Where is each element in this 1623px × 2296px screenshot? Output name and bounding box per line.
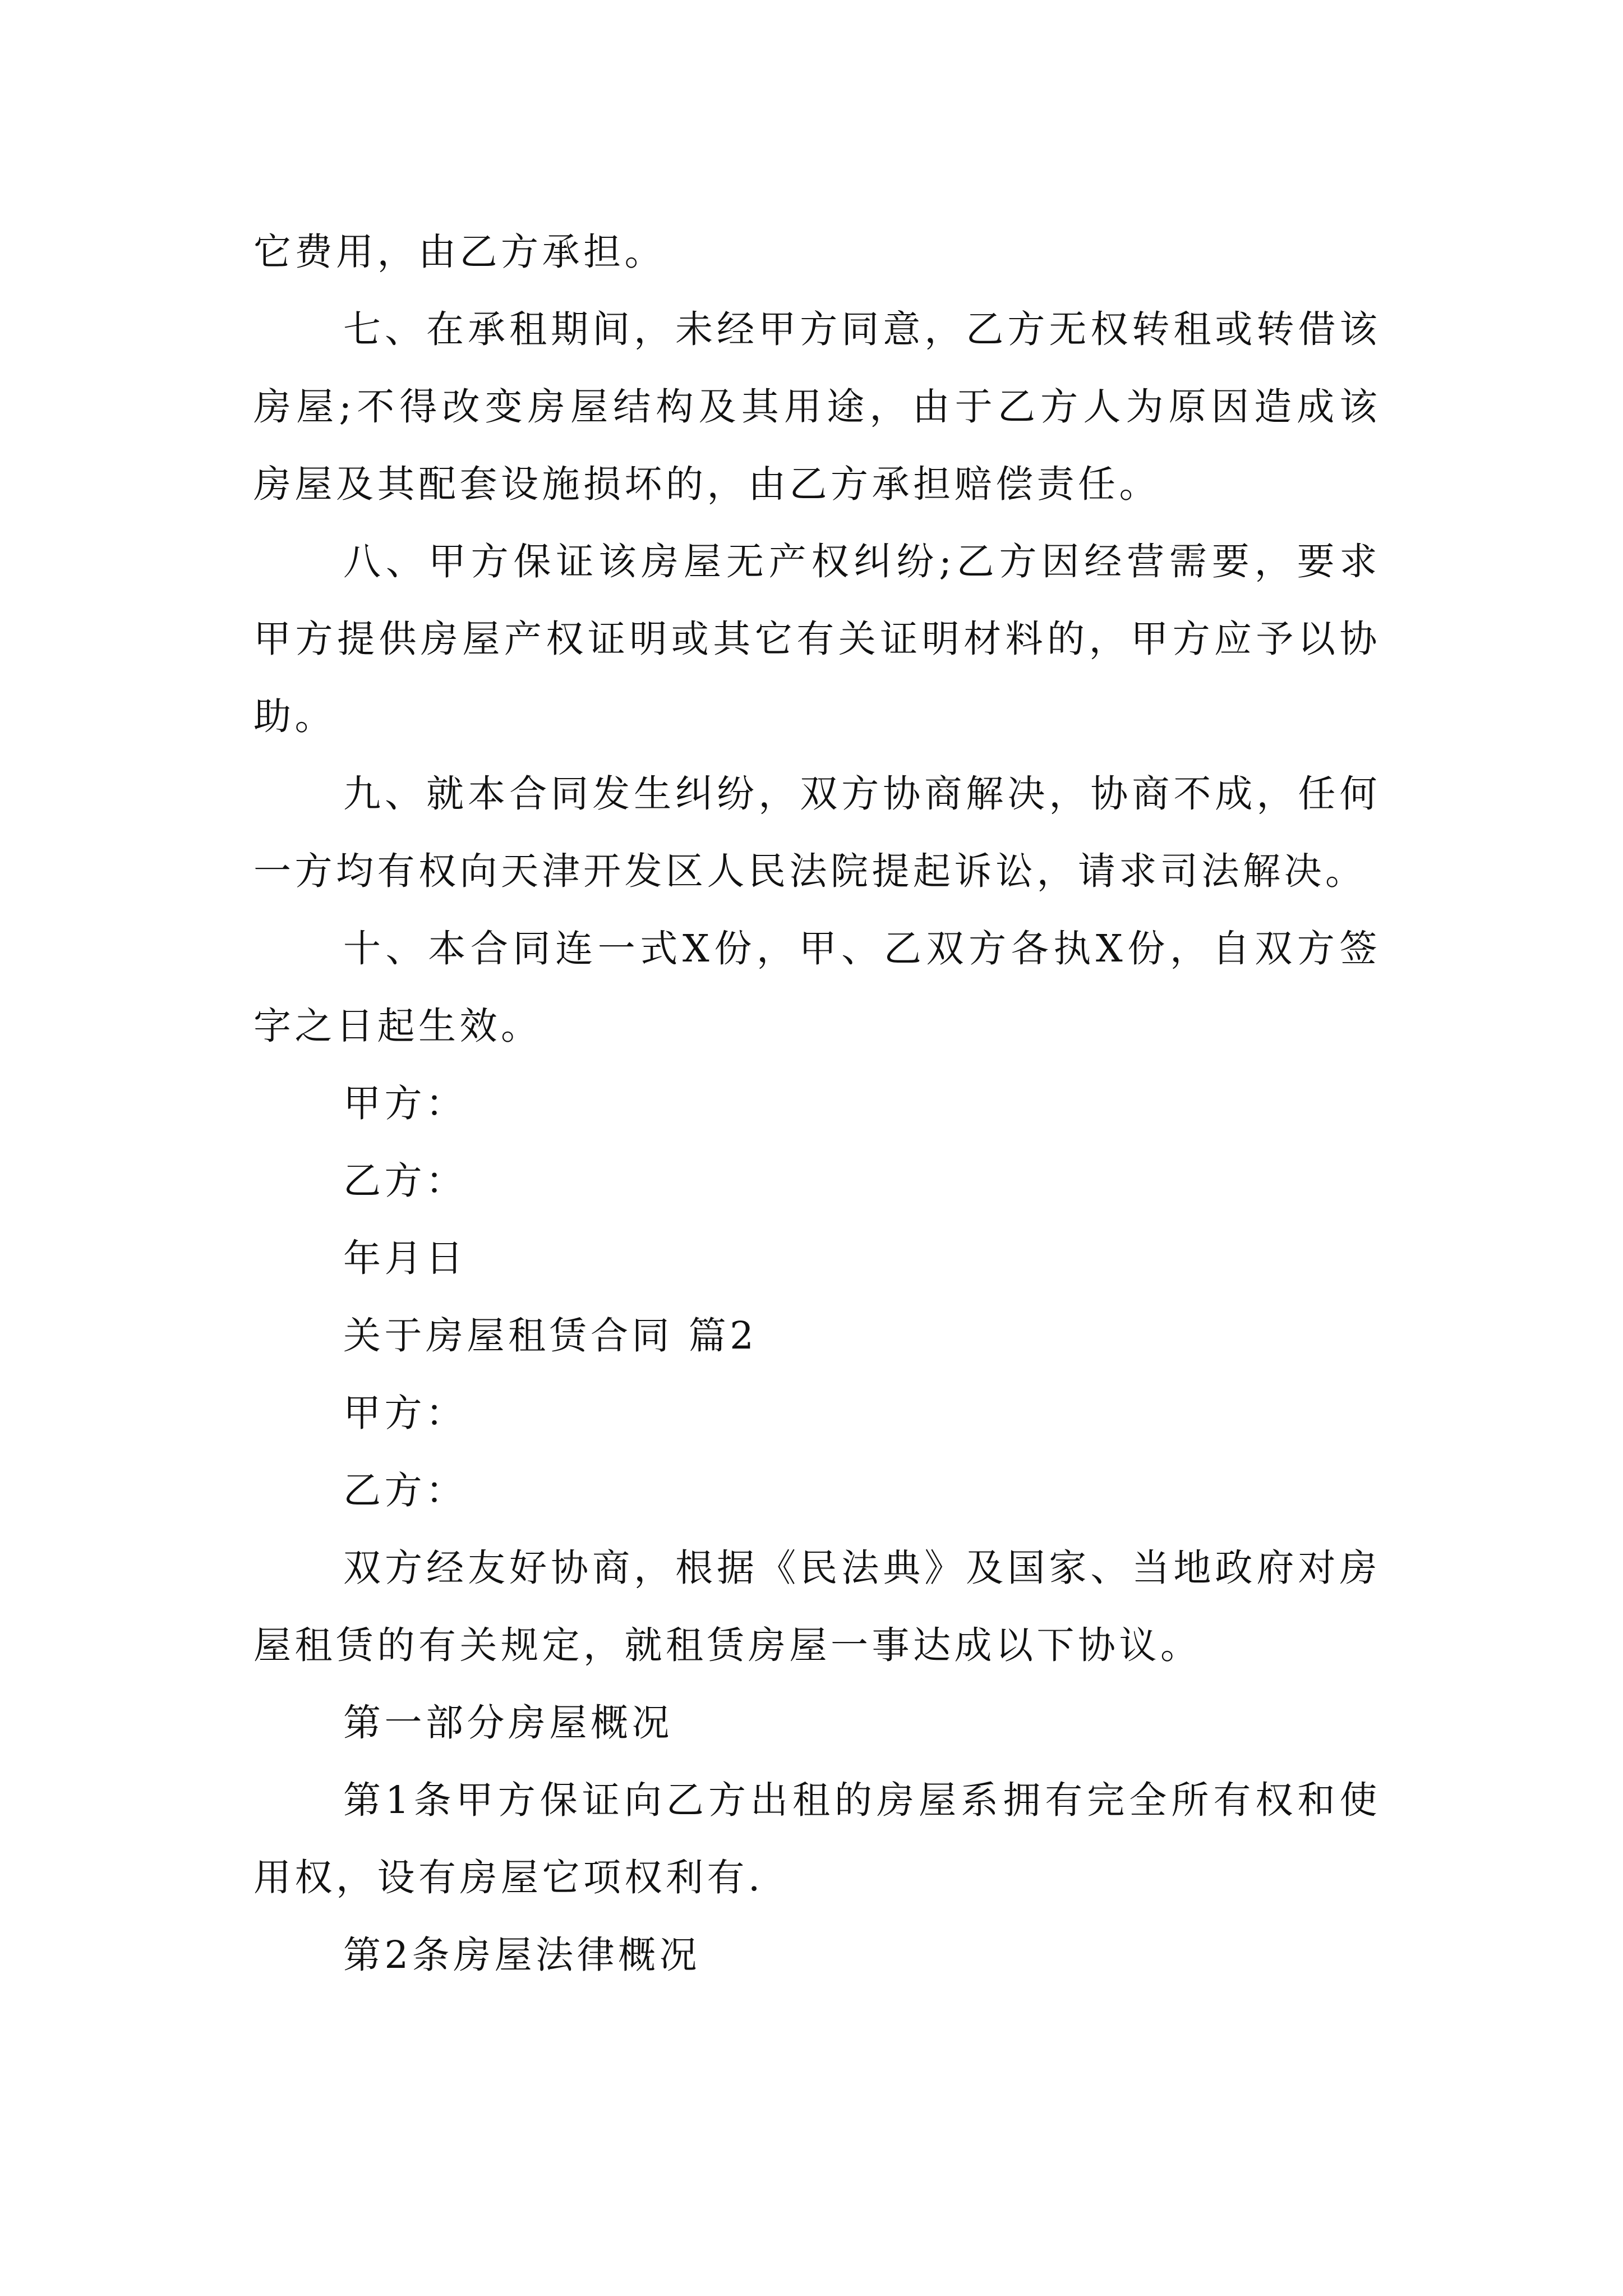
date-line: 年月日: [343, 1236, 467, 1280]
party-b-line: 乙方：: [343, 1469, 467, 1512]
paragraph-clause-9: 九、就本合同发生纠纷，双方协商解决，协商不成，任何一方均有权向天津开发区人民法院提起诉讼，请求司法解决。: [253, 772, 1381, 893]
section-title-part-2: 关于房屋租赁合同 篇2: [343, 1314, 758, 1358]
party-a-signature-line: 甲方：: [343, 1082, 467, 1125]
paragraph-clause-10: 十、本合同连一式X份，甲、乙双方各执X份，自双方签字之日起生效。: [253, 927, 1381, 1048]
party-a-line: 甲方：: [343, 1391, 467, 1435]
heading-part-one: 第一部分房屋概况: [343, 1701, 673, 1745]
party-b-signature-line: 乙方：: [343, 1159, 467, 1203]
document-body: [253, 213, 1381, 1994]
paragraph-article-1: 第1条甲方保证向乙方出租的房屋系拥有完全所有权和使用权，设有房屋它项权利有.: [253, 1778, 1381, 1899]
paragraph-agreement-intro: 双方经友好协商，根据《民法典》及国家、当地政府对房屋租赁的有关规定，就租赁房屋一事达成以下协议。: [253, 1546, 1381, 1667]
paragraph-fee-continuation: 它费用，由乙方承担。: [253, 230, 666, 274]
paragraph-clause-7: 七、在承租期间，未经甲方同意，乙方无权转租或转借该房屋;不得改变房屋结构及其用途，由于乙方人为原因造成该房屋及其配套设施损坏的，由乙方承担赔偿责任。: [253, 307, 1381, 506]
heading-article-2: 第2条房屋法律概况: [343, 1933, 701, 1977]
paragraph-clause-8: 八、甲方保证该房屋无产权纠纷;乙方因经营需要，要求甲方提供房屋产权证明或其它有关证明材料的，甲方应予以协助。: [253, 540, 1381, 738]
